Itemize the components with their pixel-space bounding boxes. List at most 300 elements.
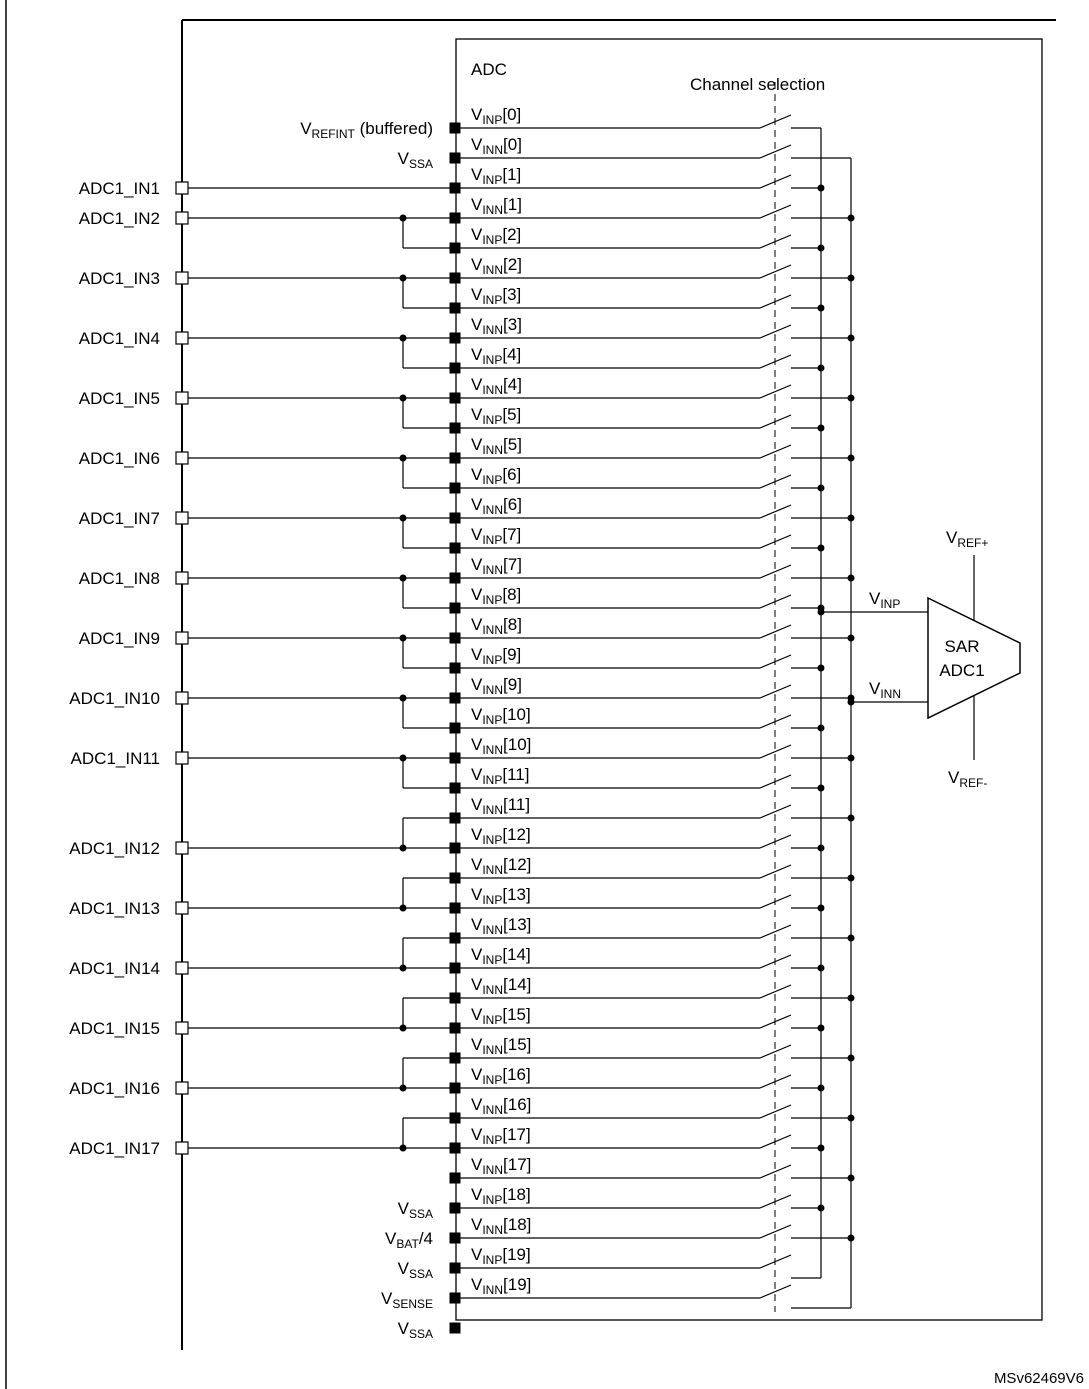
channel-label-index: [15] [503, 1035, 532, 1054]
channel-row [450, 1125, 825, 1154]
selection-switch [760, 655, 791, 668]
channel-label-sub: INN [482, 623, 504, 637]
branch-junction-dot [400, 1085, 407, 1092]
external-pad [176, 212, 188, 224]
bus-tap-dot [818, 785, 825, 792]
internal-source-label [398, 1259, 433, 1281]
external-input-label: ADC1_IN17 [69, 1139, 160, 1158]
branch-junction-dot [400, 635, 407, 642]
channel-label-main: V [471, 795, 483, 814]
channel-label-sub: INN [482, 563, 504, 577]
bus-tap-dot [818, 485, 825, 492]
channel-label-index: [13] [503, 915, 532, 934]
channel-label-main: V [471, 1065, 483, 1084]
channel-label-main: V [471, 675, 483, 694]
channel-label-sub: INP [482, 653, 503, 667]
channel-row [450, 735, 855, 764]
internal-sources [300, 119, 460, 1341]
bus-tap-dot [818, 905, 825, 912]
bus-tap-dot [848, 995, 855, 1002]
bus-tap-dot [848, 575, 855, 582]
external-input-label: ADC1_IN15 [69, 1019, 160, 1038]
channel-label [471, 555, 522, 577]
channel-label-main: V [471, 825, 483, 844]
channel-label [471, 645, 521, 667]
selection-switch [760, 475, 791, 488]
adc-input-pin [450, 153, 461, 164]
adc-input-pin [450, 1173, 461, 1184]
sar-label-line2: ADC1 [939, 661, 985, 680]
channel-label-index: [4] [503, 375, 522, 394]
channel-label [471, 255, 522, 277]
channel-label [471, 855, 531, 877]
channel-label [471, 765, 529, 787]
bus-tap-dot [818, 185, 825, 192]
channel-label-main: V [471, 765, 483, 784]
external-pad [176, 632, 188, 644]
external-input [79, 389, 455, 428]
channel-label-index: [8] [503, 615, 522, 634]
channel-label-sub: INN [482, 803, 504, 817]
channel-row [450, 1185, 825, 1214]
channel-row [450, 1005, 825, 1034]
selection-switch [760, 415, 791, 428]
external-input [79, 329, 455, 368]
channel-row [450, 135, 792, 164]
bus-tap-dot [848, 455, 855, 462]
branch-junction-dot [400, 845, 407, 852]
channel-label-main: V [471, 585, 483, 604]
adc-input-pin [450, 1203, 461, 1214]
external-pad [176, 392, 188, 404]
channel-label-main: V [471, 105, 483, 124]
channel-row [450, 1275, 792, 1304]
channel-label-main: V [471, 1125, 483, 1144]
external-input-label: ADC1_IN4 [78, 329, 160, 348]
channel-label-main: V [471, 705, 483, 724]
channel-label-sub: INP [482, 1193, 503, 1207]
channel-label-index: [1] [502, 165, 522, 184]
channel-label-sub: INN [482, 143, 504, 157]
external-input [79, 629, 455, 668]
channel-label-main: V [471, 1005, 483, 1024]
external-input [79, 179, 455, 198]
internal-source [398, 149, 433, 171]
channel-row [450, 375, 855, 404]
adc-input-pin [450, 1263, 461, 1274]
channel-label-index: [15] [502, 1005, 531, 1024]
channel-row [450, 345, 825, 374]
internal-source-main: V [397, 1319, 409, 1338]
channel-label-index: [3] [503, 315, 522, 334]
external-input-label: ADC1_IN13 [69, 899, 160, 918]
channel-label-sub: INP [482, 1253, 503, 1267]
internal-source-sub: SSA [408, 1267, 433, 1281]
channel-label-sub: INP [482, 1133, 503, 1147]
channel-label [471, 405, 521, 427]
channel-row [450, 765, 825, 794]
channel-row [450, 525, 825, 554]
external-input-label: ADC1_IN11 [70, 749, 160, 768]
channel-label [471, 375, 522, 397]
channel-label-main: V [471, 1185, 483, 1204]
selection-switch [760, 1015, 791, 1028]
branch-junction-dot [400, 275, 407, 282]
channel-label-sub: INN [482, 203, 504, 217]
external-input-label: ADC1_IN12 [69, 839, 160, 858]
channel-label [471, 345, 521, 367]
channel-label [471, 165, 521, 187]
bus-tap-dot [848, 875, 855, 882]
channel-label-main: V [471, 375, 483, 394]
channel-label-main: V [471, 345, 483, 364]
external-input-label: ADC1_IN5 [78, 389, 160, 408]
channel-label [471, 585, 521, 607]
external-input [69, 689, 455, 728]
channel-row [450, 585, 825, 614]
channel-row [450, 405, 825, 434]
external-input-label: ADC1_IN7 [78, 509, 160, 528]
internal-source-sub: SSA [408, 1327, 433, 1341]
channel-label [471, 1095, 531, 1117]
channel-row [450, 1215, 855, 1244]
selection-switch [760, 175, 791, 188]
bus-tap-dot [848, 815, 855, 822]
bus-tap-dot [848, 635, 855, 642]
selection-switch [760, 1255, 791, 1268]
channel-row [450, 675, 855, 704]
bus-tap-dot [848, 395, 855, 402]
channel-label-main: V [471, 135, 483, 154]
external-input-label: ADC1_IN10 [69, 689, 160, 708]
channel-label [471, 675, 522, 697]
channel-label-index: [11] [503, 795, 531, 814]
external-input [79, 209, 455, 248]
branch-junction-dot [400, 515, 407, 522]
external-input [79, 509, 455, 548]
channel-label-main: V [471, 615, 483, 634]
channel-label-main: V [471, 405, 483, 424]
bus-tap-dot [818, 605, 825, 612]
channel-label-sub: INP [482, 113, 503, 127]
channel-label-index: [7] [503, 555, 522, 574]
internal-source [398, 1199, 433, 1221]
internal-source-main: V [397, 1199, 409, 1218]
branch-junction-dot [400, 755, 407, 762]
channel-label-main: V [471, 315, 483, 334]
channel-label-sub: INN [482, 1103, 504, 1117]
channel-label-main: V [471, 1215, 483, 1234]
adc-input-pin [450, 1233, 461, 1244]
channel-label-index: [4] [502, 345, 522, 364]
external-pad [176, 182, 188, 194]
channel-row [450, 285, 825, 314]
internal-source-label [398, 1199, 433, 1221]
channel-label-main: V [471, 975, 483, 994]
channel-label [471, 1035, 531, 1057]
footer-id: MSv62469V6 [993, 1370, 1084, 1387]
bus-tap-dot [848, 275, 855, 282]
channel-label-sub: INN [482, 1163, 504, 1177]
channel-label-main: V [471, 1035, 483, 1054]
channel-row [450, 855, 855, 884]
bus-tap-dot [848, 1055, 855, 1062]
channel-row [450, 645, 825, 674]
channel-label-index: [10] [503, 735, 532, 754]
channel-label-index: [5] [503, 435, 522, 454]
external-inputs [69, 179, 455, 1158]
channel-label-index: [19] [503, 1275, 532, 1294]
channel-label-sub: INN [482, 923, 504, 937]
channel-row [450, 1155, 855, 1184]
adc-input-pin [450, 123, 461, 134]
channel-label-index: [10] [502, 705, 531, 724]
channel-label-sub: INP [482, 233, 503, 247]
vref-plus-label: $V_{REF+}$ [946, 528, 989, 550]
internal-source-label [300, 119, 433, 141]
channel-label-index: [9] [503, 675, 522, 694]
channel-label-main: V [471, 885, 483, 904]
channel-label-sub: INP [482, 173, 503, 187]
bus-tap-dot [848, 1235, 855, 1242]
external-pad [176, 1082, 188, 1094]
channel-label-sub: INP [482, 533, 503, 547]
channel-label-sub: INN [482, 1043, 504, 1057]
external-pad [176, 962, 188, 974]
internal-source-sub: SSA [408, 1207, 433, 1221]
channel-label-sub: INN [482, 263, 504, 277]
channel-label-sub: INP [482, 953, 503, 967]
channel-row [450, 555, 855, 584]
channel-label-index: [12] [502, 825, 531, 844]
sar-vinn-label: $V_{INN}$ [869, 679, 902, 701]
channel-label-index: [13] [502, 885, 531, 904]
external-pad [176, 332, 188, 344]
channel-label [471, 825, 531, 847]
external-pad [176, 902, 188, 914]
channel-label-main: V [471, 945, 483, 964]
selection-switch [760, 235, 791, 248]
selection-switch [760, 715, 791, 728]
channel-label-sub: INN [482, 1223, 504, 1237]
channel-label-index: [5] [502, 405, 522, 424]
selection-switch [760, 1195, 791, 1208]
channel-label-sub: INN [482, 383, 504, 397]
channel-label-sub: INP [482, 293, 503, 307]
selection-switch [760, 355, 791, 368]
internal-source [398, 1259, 433, 1281]
channel-label-main: V [471, 165, 483, 184]
channel-row [450, 195, 855, 224]
external-input [69, 1118, 455, 1158]
external-input [69, 938, 455, 978]
channel-label [471, 945, 531, 967]
channel-label-sub: INP [482, 413, 503, 427]
channel-row [450, 885, 825, 914]
internal-source-label [398, 1319, 433, 1341]
channel-label-main: V [471, 195, 483, 214]
internal-source-label [385, 1229, 433, 1251]
selection-switch [760, 295, 791, 308]
channel-label-sub: INN [482, 683, 504, 697]
channel-label-main: V [471, 525, 483, 544]
external-pad [176, 692, 188, 704]
channel-row [450, 1245, 792, 1274]
channel-row [450, 165, 825, 194]
channel-label-sub: INP [482, 713, 503, 727]
branch-junction-dot [400, 1025, 407, 1032]
channel-label-main: V [471, 1155, 483, 1174]
channel-label-index: [9] [502, 645, 522, 664]
bus-tap-dot [818, 545, 825, 552]
bus-tap-dot [818, 665, 825, 672]
bus-tap-dot [818, 725, 825, 732]
channel-label-main: V [471, 1095, 483, 1114]
adc-input-pin [450, 1323, 461, 1334]
channel-label-index: [17] [503, 1155, 532, 1174]
bus-tap-dot [848, 335, 855, 342]
channel-label [471, 975, 531, 997]
channel-label-sub: INP [482, 773, 503, 787]
branch-junction-dot [400, 395, 407, 402]
bus-and-sar [791, 128, 1020, 1308]
external-input-label: ADC1_IN8 [78, 569, 160, 588]
channel-label-main: V [471, 435, 483, 454]
selection-switch [760, 955, 791, 968]
channel-label [471, 1215, 531, 1237]
internal-source-suffix: /4 [418, 1229, 433, 1248]
channel-label-main: V [471, 495, 483, 514]
channel-label-index: [16] [502, 1065, 531, 1084]
adc-input-pin [450, 1293, 461, 1304]
channel-row [450, 705, 825, 734]
channel-label-index: [8] [502, 585, 522, 604]
channel-label [471, 195, 522, 217]
bus-tap-dot [848, 1115, 855, 1122]
channel-row [450, 615, 855, 644]
external-input [79, 269, 455, 308]
channel-label-sub: INN [482, 743, 504, 757]
branch-junction-dot [400, 575, 407, 582]
channel-row [450, 1035, 855, 1064]
internal-source-sub: BAT [396, 1237, 419, 1251]
channel-label-sub: INN [482, 1283, 504, 1297]
channel-label [471, 435, 522, 457]
external-input-label: ADC1_IN9 [78, 629, 160, 648]
channel-rows [450, 105, 855, 1304]
external-pad [176, 452, 188, 464]
channel-label-sub: INP [482, 593, 503, 607]
channel-label [471, 1065, 531, 1087]
selection-switch [760, 1075, 791, 1088]
channel-row [450, 795, 855, 824]
external-input-label: ADC1_IN14 [69, 959, 160, 978]
internal-source [381, 1289, 433, 1311]
channel-row [450, 1065, 825, 1094]
channel-label [471, 285, 521, 307]
bus-tap-dot [818, 305, 825, 312]
channel-label-sub: INP [482, 353, 503, 367]
channel-label-sub: INP [482, 1013, 503, 1027]
external-input-label: ADC1_IN3 [78, 269, 160, 288]
channel-label [471, 1185, 531, 1207]
bus-tap-dot [818, 365, 825, 372]
external-input [69, 818, 455, 858]
internal-source-sub: SSA [408, 157, 433, 171]
channel-row [450, 1095, 855, 1124]
external-input [71, 749, 455, 788]
channel-label-index: [2] [503, 255, 522, 274]
channel-label-main: V [471, 225, 483, 244]
external-input-label: ADC1_IN1 [78, 179, 160, 198]
channel-label-index: [6] [503, 495, 522, 514]
internal-source-main: V [380, 1289, 393, 1308]
selection-switch [760, 535, 791, 548]
bus-tap-dot [818, 245, 825, 252]
channel-label [471, 135, 522, 157]
channel-selection-label: Channel selection [690, 75, 826, 94]
bus-tap-dot [818, 1085, 825, 1092]
channel-label [471, 885, 531, 907]
channel-label-index: [0] [503, 135, 522, 154]
selection-switch [760, 595, 791, 608]
channel-label [471, 1005, 531, 1027]
channel-label-sub: INN [482, 863, 504, 877]
channel-label-index: [6] [502, 465, 522, 484]
channel-label-index: [17] [502, 1125, 531, 1144]
bus-tap-dot [848, 1175, 855, 1182]
channel-label [471, 495, 522, 517]
channel-label [471, 915, 531, 937]
channel-label-index: [19] [502, 1245, 531, 1264]
channel-label-sub: INP [482, 1073, 503, 1087]
selection-switch [760, 1135, 791, 1148]
channel-label-index: [16] [503, 1095, 532, 1114]
bus-tap-dot [818, 965, 825, 972]
bus-tap-dot [818, 1025, 825, 1032]
bus-tap-dot [818, 845, 825, 852]
bus-tap-dot [848, 755, 855, 762]
branch-junction-dot [400, 905, 407, 912]
internal-source-main: V [397, 149, 409, 168]
external-input-label: ADC1_IN6 [78, 449, 160, 468]
channel-label-index: [11] [502, 765, 530, 784]
internal-source-main: V [385, 1229, 397, 1248]
internal-source-label [381, 1289, 433, 1311]
channel-label-index: [2] [502, 225, 522, 244]
branch-junction-dot [400, 215, 407, 222]
channel-row [450, 915, 855, 944]
channel-label-index: [0] [502, 105, 522, 124]
channel-row [450, 945, 825, 974]
channel-label-index: [3] [502, 285, 522, 304]
channel-label-index: [14] [503, 975, 532, 994]
channel-label-index: [18] [502, 1185, 531, 1204]
channel-row [450, 465, 825, 494]
external-pad [176, 842, 188, 854]
channel-label [471, 315, 522, 337]
bus-tap-dot [848, 695, 855, 702]
channel-label-sub: INN [482, 323, 504, 337]
channel-label [471, 795, 530, 817]
channel-label-main: V [471, 1275, 483, 1294]
channel-label [471, 225, 521, 247]
external-pad [176, 752, 188, 764]
channel-label [471, 525, 521, 547]
channel-label-index: [12] [503, 855, 532, 874]
branch-junction-dot [400, 965, 407, 972]
internal-source-main: V [397, 1259, 409, 1278]
